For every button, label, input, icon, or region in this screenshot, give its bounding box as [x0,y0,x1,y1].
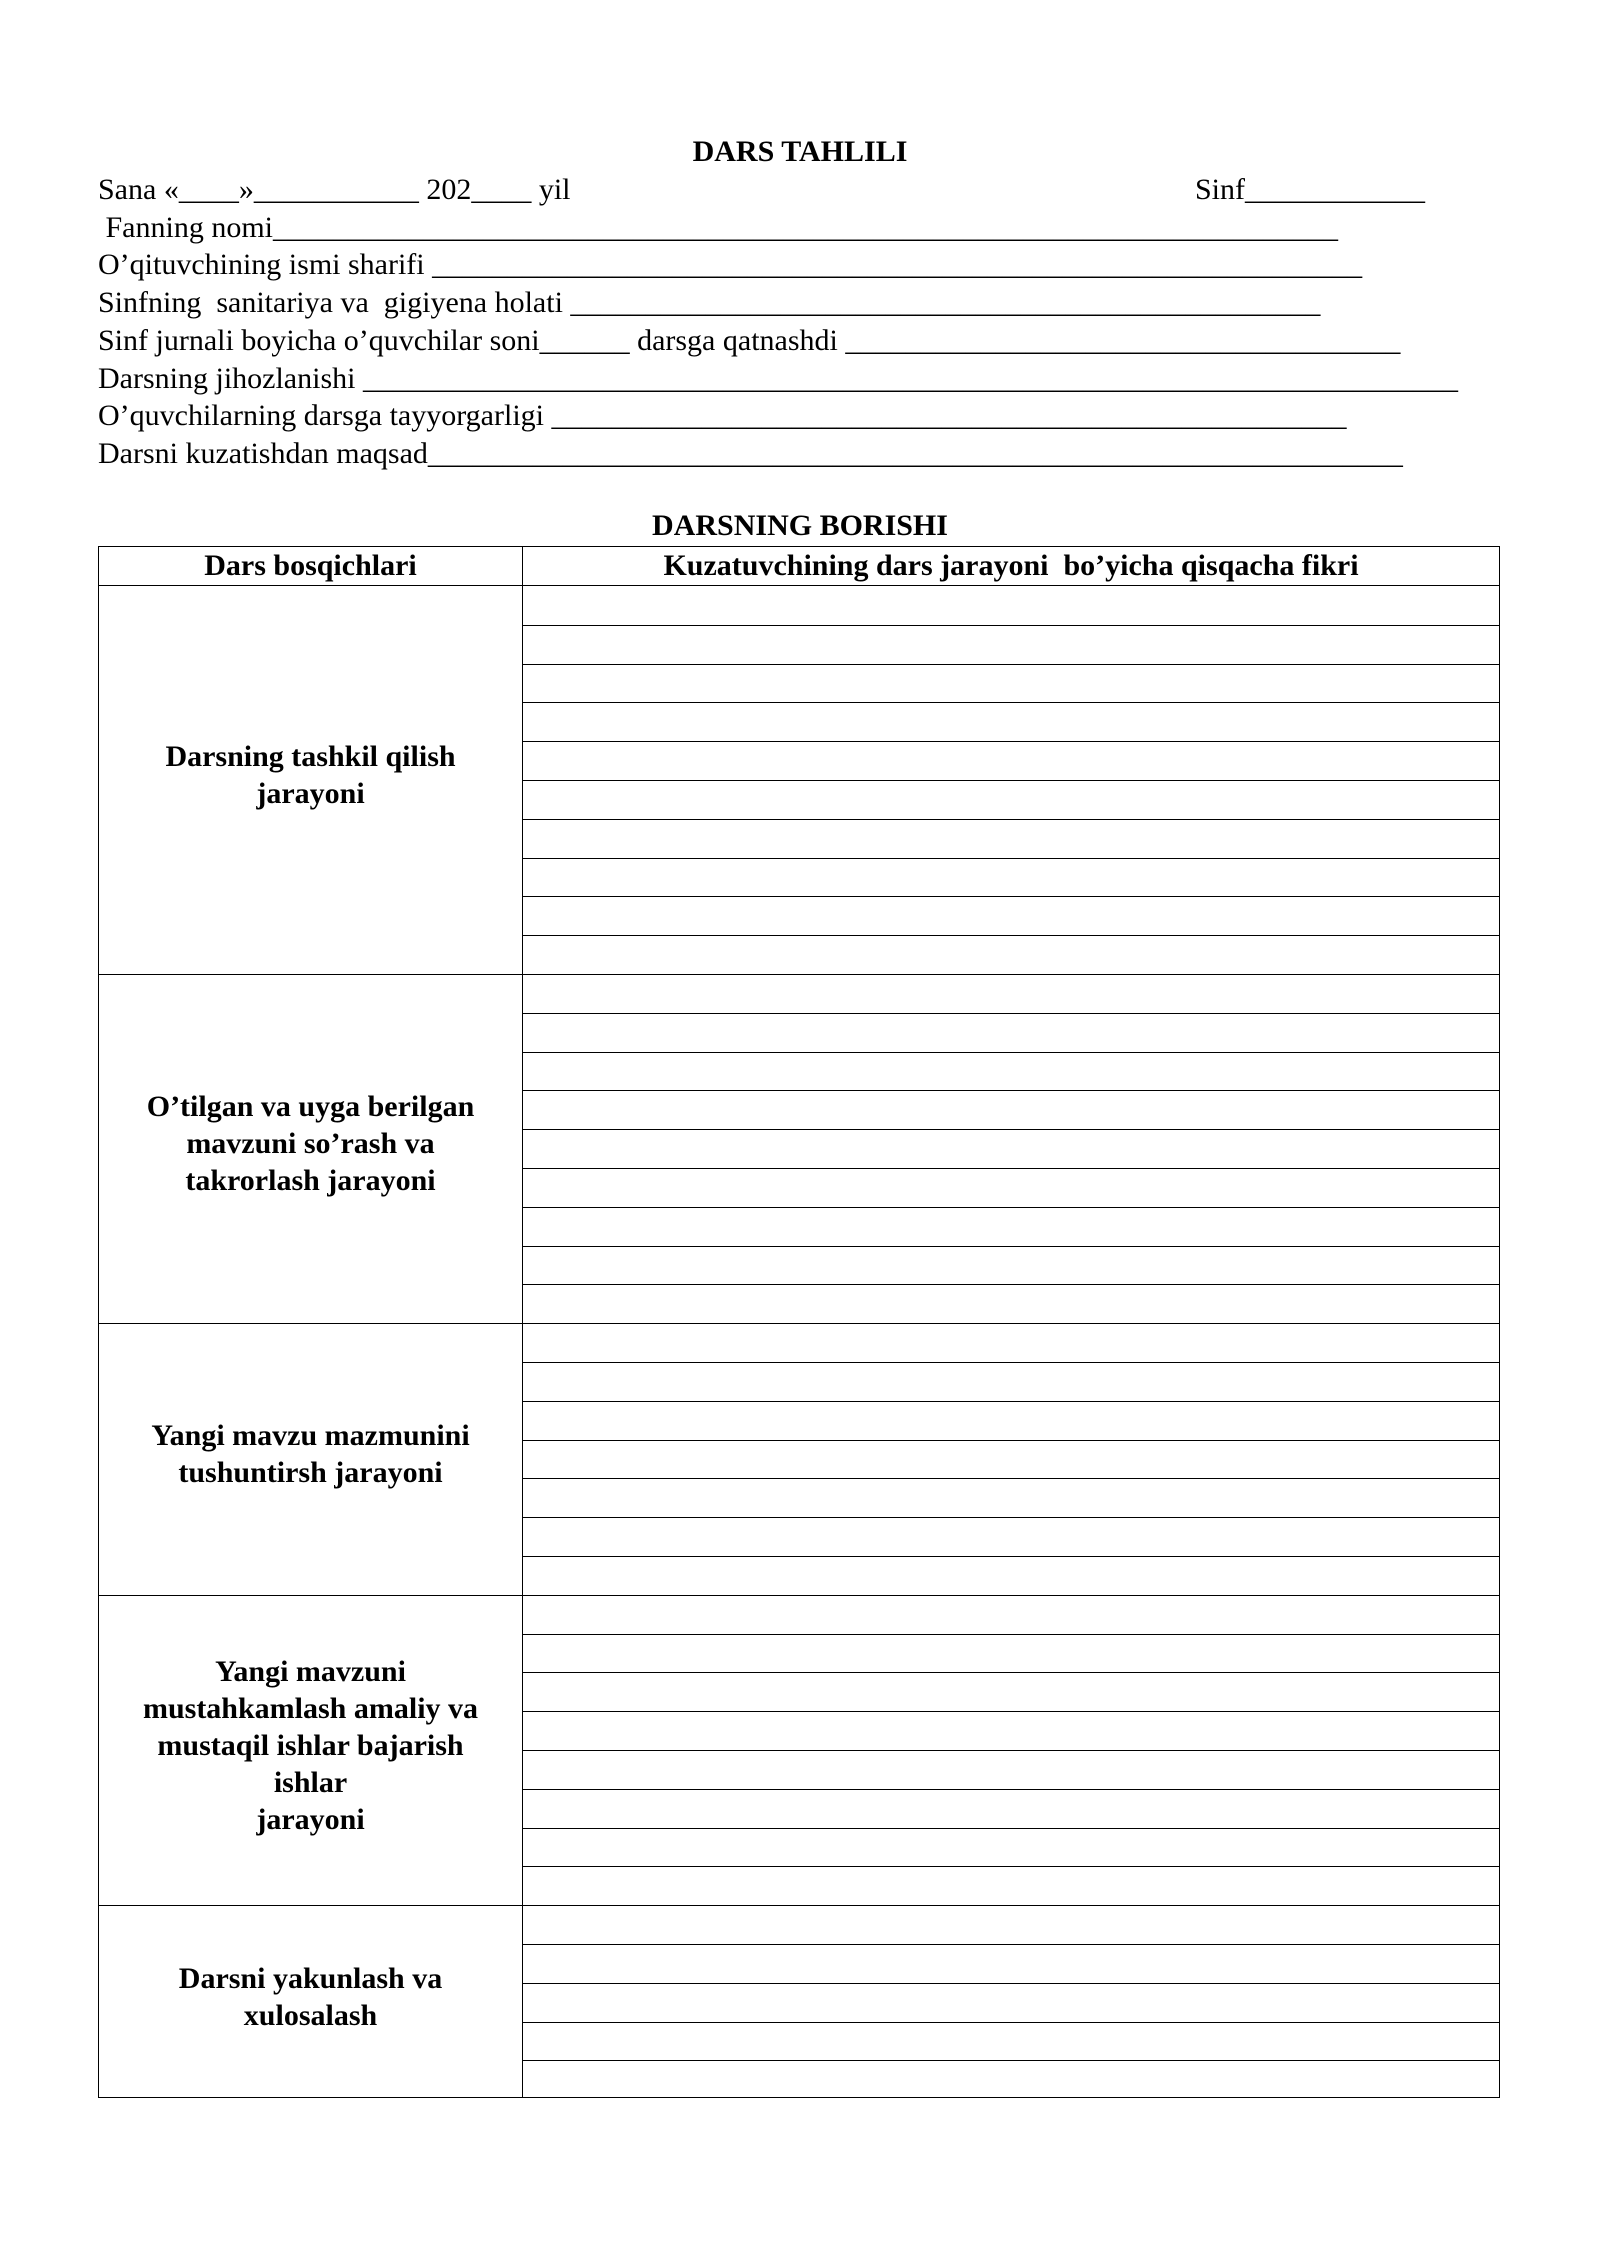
notes-ruled-line [523,1090,1499,1091]
stage-label: Yangi mavzu mazmunini tushuntirsh jarayoni [151,1419,470,1489]
section-title: DARSNING BORISHI [652,509,948,542]
notes-ruled-line [523,1129,1499,1130]
notes-ruled-line [523,1517,1499,1518]
notes-ruled-line [523,741,1499,742]
stage-label: Darsning tashkil qilish jarayoni [165,740,456,810]
header-field-line[interactable]: O’qituvchining ismi sharifi ______________________________________________________________ [98,248,1363,282]
header-field-line[interactable]: Sana «____»___________ 202____ yil [98,173,571,206]
table-header-row [99,547,1499,586]
header-field-line[interactable]: Sinf jurnali boyicha o’quvchilar soni______ darsga qatnashdi _____________________________________ [98,323,1401,357]
document-title: DARS TAHLILI [692,135,908,168]
notes-ruled-line [523,1672,1499,1673]
sinf-field: Sinf____________ [1195,173,1426,206]
notes-ruled-line [523,1401,1499,1402]
notes-ruled-line [523,1711,1499,1712]
notes-ruled-line [523,1828,1499,1829]
notes-ruled-line [523,1052,1499,1053]
header-field-line[interactable]: O’quvchilarning darsga tayyorgarligi _____________________________________________________ [98,399,1347,433]
notes-ruled-line [523,1866,1499,1867]
notes-ruled-line [523,1362,1499,1363]
stage-separator [99,974,1499,975]
header-stages: Dars bosqichlari [204,549,417,582]
notes-ruled-line [523,1207,1499,1208]
lesson-analysis-table [98,546,1500,2098]
notes-ruled-line [523,1284,1499,1285]
notes-ruled-line [523,625,1499,626]
notes-ruled-line [523,1750,1499,1751]
notes-ruled-line [523,1556,1499,1557]
notes-ruled-line [523,664,1499,665]
notes-ruled-line [523,702,1499,703]
notes-ruled-line [523,1789,1499,1790]
notes-ruled-line [523,819,1499,820]
notes-ruled-line [523,1440,1499,1441]
header-observer-notes: Kuzatuvchining dars jarayoni bo’yicha qisqacha fikri [663,549,1359,582]
notes-ruled-line [523,1944,1499,1945]
notes-ruled-line [523,1983,1499,1984]
stage-separator [99,1905,1499,1906]
stage-label: O’tilgan va uyga berilgan mavzuni so’rash va takrorlash jarayoni [146,1090,475,1198]
stage-separator [99,1595,1499,1596]
notes-ruled-line [523,1634,1499,1635]
notes-ruled-line [523,780,1499,781]
stage-separator [99,1323,1499,1324]
stage-label: Yangi mavzuni mustahkamlash amaliy va mustaqil ishlar bajarish ishlar jarayoni [142,1654,479,1836]
notes-ruled-line [523,896,1499,897]
header-field-line[interactable]: Sinfning sanitariya va gigiyena holati __________________________________________________ [98,286,1321,320]
notes-ruled-line [523,858,1499,859]
header-field-line[interactable]: Fanning nomi_______________________________________________________________________ [98,210,1339,244]
notes-ruled-line [523,2022,1499,2023]
notes-ruled-line [523,1013,1499,1014]
notes-ruled-line [523,2060,1499,2061]
notes-ruled-line [523,1168,1499,1169]
notes-ruled-line [523,1246,1499,1247]
notes-ruled-line [523,935,1499,936]
notes-ruled-line [523,1478,1499,1479]
header-field-line[interactable]: Darsni kuzatishdan maqsad_________________________________________________________________ [98,436,1403,470]
header-field-line[interactable]: Darsning jihozlanishi _________________________________________________________________________ [98,361,1458,395]
stage-label: Darsni yakunlash va xulosalash [178,1962,443,2033]
